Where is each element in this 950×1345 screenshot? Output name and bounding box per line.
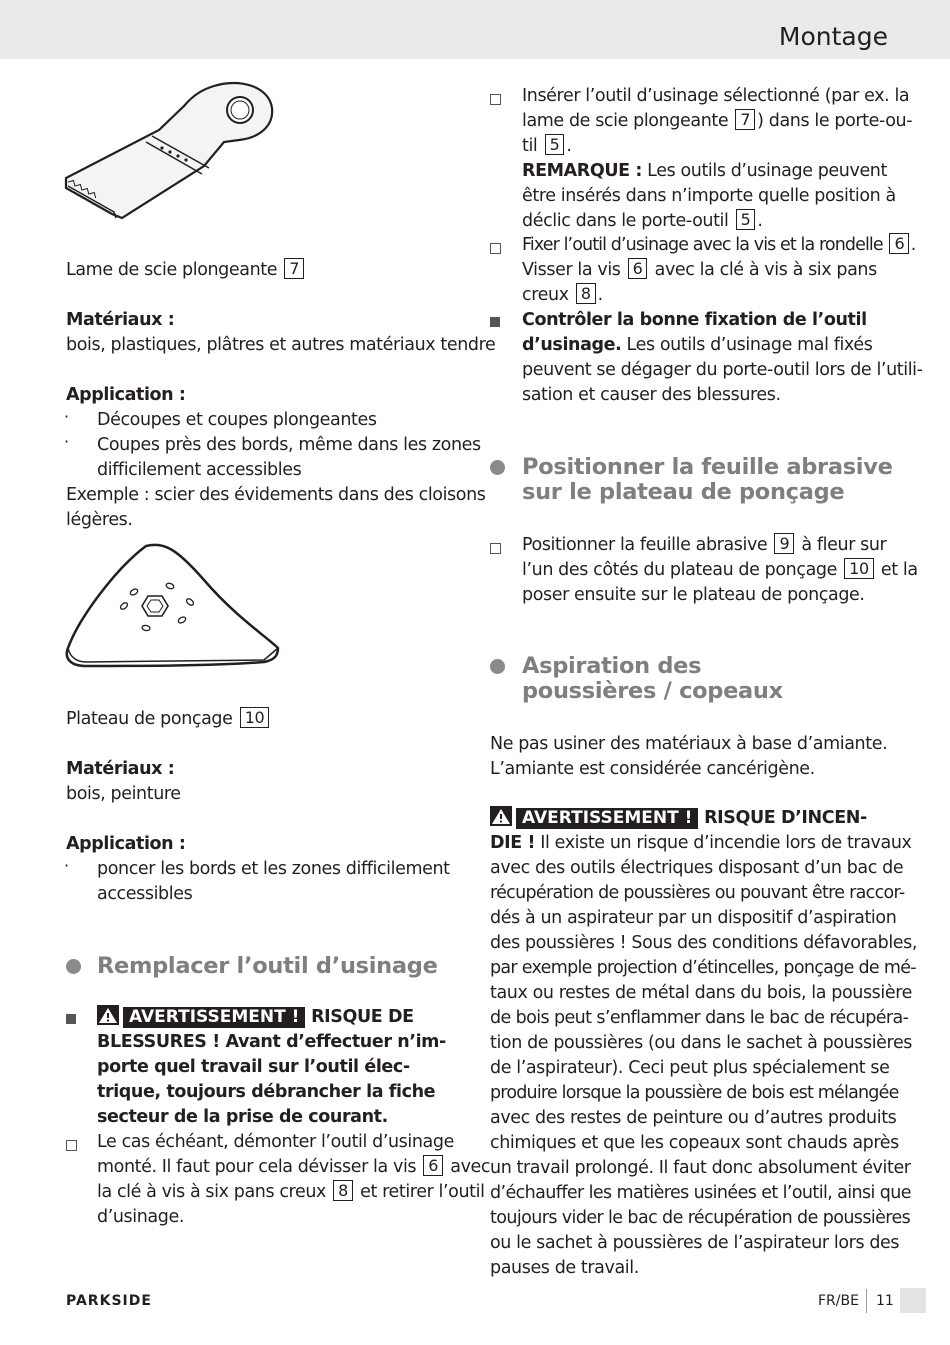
- fix-line: [522, 258, 877, 283]
- warning-label: AVERTISSEMENT !: [516, 808, 698, 829]
- fire-line: tion de poussières (ou dans le sachet à poussières: [490, 1033, 913, 1053]
- blade-caption: [66, 258, 306, 283]
- insert-text: lame de scie plongeante: [522, 111, 729, 131]
- fix-line: [522, 283, 603, 308]
- insert-text: til: [522, 136, 538, 156]
- remark-line: [522, 209, 763, 234]
- position-text: Positionner la feuille abrasive: [522, 535, 768, 555]
- bullet-dot: ·: [64, 432, 69, 451]
- checkbox-bullet-icon: [490, 94, 501, 105]
- position-line: poser ensuite sur le plateau de ponçage.: [522, 585, 865, 605]
- fire-warning-head: [490, 806, 867, 831]
- fix-text: avec la clé à vis à six pans: [654, 260, 877, 280]
- warning1-head-text: RISQUE DE: [311, 1007, 414, 1027]
- bullet-dot: ·: [64, 856, 69, 875]
- square-bullet-icon: [66, 1014, 76, 1024]
- fire-text: Il existe un risque d’incendie lors de travaux: [540, 833, 912, 853]
- step1-line: [97, 1155, 490, 1180]
- position-line: [522, 533, 886, 558]
- remark-text: déclic dans le porte-outil: [522, 211, 729, 231]
- materials1-text: bois, plastiques, plâtres et autres matériaux tendre: [66, 335, 496, 355]
- fix-text: .: [597, 285, 603, 305]
- blade-ref-box: 7: [284, 258, 304, 279]
- footer-tab: [900, 1288, 926, 1313]
- parkside-logo: PARKSIDE: [66, 1293, 152, 1309]
- fix-line: [522, 233, 915, 258]
- section-position-heading: Positionner la feuille abrasive: [522, 454, 893, 480]
- warning-triangle-icon: [97, 1005, 119, 1025]
- materials2-title: Matériaux :: [66, 759, 175, 779]
- remark-line: [522, 159, 887, 184]
- remark-line: être insérés dans n’importe quelle position à: [522, 186, 896, 206]
- warning1-line: secteur de la prise de courant.: [97, 1107, 388, 1127]
- fire-line: de bois peut s’enflammer dans le bac de récupéra-: [490, 1008, 909, 1028]
- step1-line: d’usinage.: [97, 1207, 184, 1227]
- position-text: l’un des côtés du plateau de ponçage: [522, 560, 837, 580]
- fire-line: par exemple projection d’étincelles, ponçage de mé-: [490, 958, 916, 978]
- warning-label: AVERTISSEMENT !: [123, 1007, 305, 1028]
- fire-line: récupération de poussières ou pouvant être raccor-: [490, 883, 905, 903]
- warning-triangle-icon: [490, 806, 512, 826]
- fire-line: [490, 831, 911, 856]
- pad-ref-box: 10: [844, 558, 874, 579]
- checkbox-bullet-icon: [66, 1140, 77, 1151]
- fix-text: Fixer l’outil d’usinage avec la vis et la rondelle: [522, 235, 883, 255]
- check-line: peuvent se dégager du porte-outil lors de l’utili-: [522, 360, 923, 380]
- warning1-line: trique, toujours débrancher la fiche: [97, 1082, 436, 1102]
- step1-text: avec: [450, 1157, 491, 1177]
- check-line: [522, 333, 872, 358]
- asbestos-line: L’amiante est considérée cancérigène.: [490, 759, 815, 779]
- position-text: et la: [880, 560, 918, 580]
- plunge-saw-blade-illustration: [64, 78, 284, 230]
- page-number: 11: [876, 1293, 894, 1309]
- step1-text: la clé à vis à six pans creux: [97, 1182, 326, 1202]
- step1-text: et retirer l’outil: [360, 1182, 485, 1202]
- footer-divider: [866, 1289, 867, 1313]
- bullet-dot: ·: [64, 407, 69, 426]
- remark-text: Les outils d’usinage peuvent: [647, 161, 887, 181]
- section-bullet-icon: [490, 460, 505, 475]
- insert-line: Insérer l’outil d’usinage sélectionné (par ex. la: [522, 86, 910, 106]
- materials1-title: Matériaux :: [66, 310, 175, 330]
- section-bullet-icon: [490, 659, 505, 674]
- checkbox-bullet-icon: [490, 543, 501, 554]
- example-line: légères.: [66, 510, 133, 530]
- insert-text: ) dans le porte-ou-: [757, 111, 913, 131]
- fire-line: toujours vider le bac de récupération de poussières: [490, 1208, 911, 1228]
- washer-ref-box: 6: [889, 233, 908, 254]
- example-line: Exemple : scier des évidements dans des cloisons: [66, 485, 486, 505]
- fire-line: des poussières ! Sous des conditions défavorables,: [490, 933, 918, 953]
- application1-item: Découpes et coupes plongeantes: [97, 410, 377, 430]
- screw-ref-box: 6: [628, 258, 648, 279]
- application2-line: poncer les bords et les zones difficilement: [97, 859, 450, 879]
- page-header: [0, 0, 950, 59]
- warning1-head: [97, 1005, 414, 1030]
- step1-line: Le cas échéant, démonter l’outil d’usinage: [97, 1132, 454, 1152]
- fire-head-text: DIE !: [490, 833, 536, 853]
- fire-line: avec des restes de peinture ou d’autres produits: [490, 1108, 897, 1128]
- position-line: [522, 558, 918, 583]
- application1-title: Application :: [66, 385, 186, 405]
- pad-caption: [66, 707, 271, 732]
- square-bullet-icon: [490, 317, 500, 327]
- insert-line: [522, 109, 912, 134]
- fire-line: d’échauffer les matières usinées et l’outil, ainsi que: [490, 1183, 911, 1203]
- key-ref-box: 8: [333, 1180, 353, 1201]
- position-text: à fleur sur: [801, 535, 887, 555]
- remark-text: .: [757, 211, 763, 231]
- fire-line: un travail prolongé. Il faut donc absolument éviter: [490, 1158, 911, 1178]
- section-dust-heading: Aspiration des: [522, 653, 702, 679]
- section-replace-heading: Remplacer l’outil d’usinage: [97, 953, 438, 979]
- application2-title: Application :: [66, 834, 186, 854]
- blade-caption-text: Lame de scie plongeante: [66, 260, 278, 280]
- blade-ref-box: 7: [735, 109, 755, 130]
- fire-line: dés à un aspirateur par un dispositif d’aspiration: [490, 908, 897, 928]
- fix-text: Visser la vis: [522, 260, 621, 280]
- pad-ref-box: 10: [240, 707, 270, 728]
- application2-line: accessibles: [97, 884, 193, 904]
- check-text: Les outils d’usinage mal fixés: [626, 335, 873, 355]
- fire-line: produire lorsque la poussière de bois est mélangée: [490, 1083, 899, 1103]
- application1-item: Coupes près des bords, même dans les zones: [97, 435, 481, 455]
- checkbox-bullet-icon: [490, 243, 501, 254]
- insert-text: .: [566, 136, 572, 156]
- check-line: Contrôler la bonne fixation de l’outil: [522, 310, 867, 330]
- fire-line: taux ou restes de métal dans du bois, la poussière: [490, 983, 913, 1003]
- holder-ref-box: 5: [736, 209, 756, 230]
- section-dust-heading: poussières / copeaux: [522, 678, 783, 704]
- fire-line: avec des outils électriques disposant d’un bac de: [490, 858, 904, 878]
- key-ref-box: 8: [576, 283, 596, 304]
- pad-caption-text: Plateau de ponçage: [66, 709, 233, 729]
- step1-line: [97, 1180, 485, 1205]
- step1-text: monté. Il faut pour cela dévisser la vis: [97, 1157, 417, 1177]
- sheet-ref-box: 9: [774, 533, 794, 554]
- section-bullet-icon: [66, 959, 81, 974]
- materials2-text: bois, peinture: [66, 784, 181, 804]
- fire-head-text: RISQUE D’INCEN-: [704, 808, 867, 828]
- fire-line: ou le sachet à poussières de l’aspirateur lors des: [490, 1233, 900, 1253]
- check-line: sation et causer des blessures.: [522, 385, 781, 405]
- application1-item: difficilement accessibles: [97, 460, 302, 480]
- footer-language: FR/BE: [818, 1293, 859, 1309]
- warning1-line: BLESSURES ! Avant d’effectuer n’im-: [97, 1032, 446, 1052]
- fix-text: creux: [522, 285, 569, 305]
- sanding-pad-illustration: [64, 540, 284, 680]
- screw-ref-box: 6: [423, 1155, 443, 1176]
- remark-label: REMARQUE :: [522, 161, 642, 181]
- section-position-heading: sur le plateau de ponçage: [522, 479, 845, 505]
- fix-text: .: [910, 235, 916, 255]
- page-title: Montage: [778, 22, 888, 51]
- holder-ref-box: 5: [545, 134, 565, 155]
- check-bold: d’usinage.: [522, 335, 622, 355]
- fire-line: de l’aspirateur). Ceci peut plus spécialement se: [490, 1058, 890, 1078]
- asbestos-line: Ne pas usiner des matériaux à base d’amiante.: [490, 734, 888, 754]
- fire-line: pauses de travail.: [490, 1258, 639, 1278]
- fire-line: chimiques et que les copeaux sont chauds après: [490, 1133, 899, 1153]
- insert-line: [522, 134, 572, 159]
- warning1-line: porte quel travail sur l’outil élec-: [97, 1057, 410, 1077]
